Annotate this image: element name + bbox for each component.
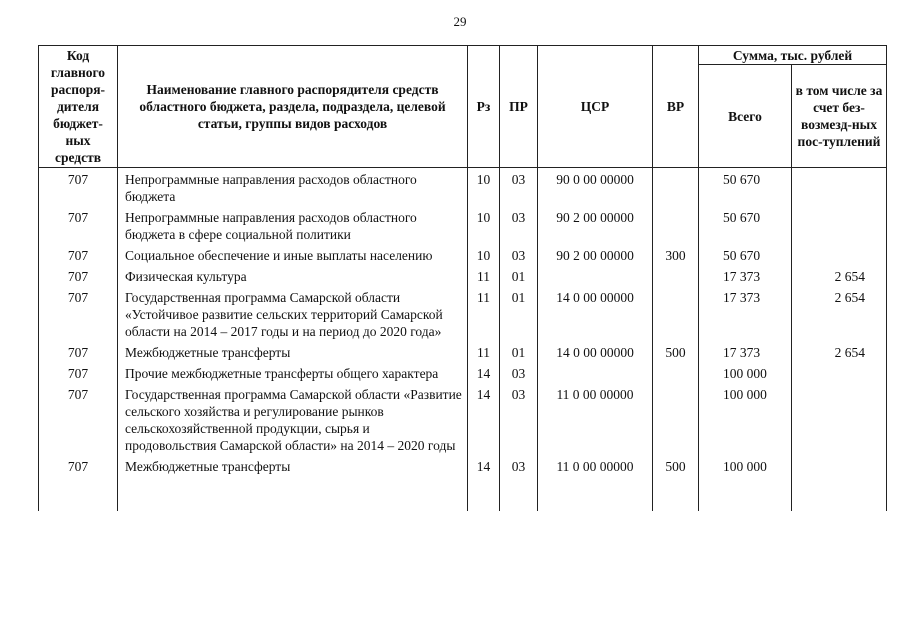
cell-code: 707: [39, 456, 118, 511]
cell-grants: 2 654: [792, 342, 887, 363]
header-rz: Рз: [468, 46, 500, 168]
cell-code: 707: [39, 384, 118, 456]
cell-csr: 90 2 00 00000: [538, 245, 653, 266]
cell-pr: 03: [500, 245, 538, 266]
cell-total: 100 000: [699, 363, 792, 384]
cell-name: Межбюджетные трансферты: [118, 456, 468, 511]
cell-rz: 14: [468, 456, 500, 511]
header-code: Код главного распоря-дителя бюджет-ных средств: [39, 46, 118, 168]
cell-grants: [792, 168, 887, 208]
cell-grants: [792, 245, 887, 266]
cell-csr: 90 2 00 00000: [538, 207, 653, 245]
cell-csr: 11 0 00 00000: [538, 384, 653, 456]
cell-total: 100 000: [699, 384, 792, 456]
cell-grants: [792, 207, 887, 245]
cell-rz: 10: [468, 245, 500, 266]
header-total: Всего: [699, 65, 792, 168]
cell-vr: [653, 207, 699, 245]
header-name: Наименование главного распорядителя средств областного бюджета, раздела, подраздела, целевой статьи, группы видов расходов: [118, 46, 468, 168]
cell-name: Физическая культура: [118, 266, 468, 287]
table-header: [39, 46, 887, 168]
table-row: [39, 168, 887, 208]
cell-vr: 500: [653, 342, 699, 363]
header-csr: ЦСР: [538, 46, 653, 168]
cell-rz: 11: [468, 287, 500, 342]
cell-rz: 11: [468, 266, 500, 287]
page-number: 29: [453, 14, 467, 29]
budget-table: [38, 45, 887, 511]
cell-code: 707: [39, 342, 118, 363]
cell-total: 17 373: [699, 342, 792, 363]
cell-rz: 10: [468, 207, 500, 245]
header-sum: Сумма, тыс. рублей: [699, 46, 887, 65]
cell-grants: 2 654: [792, 287, 887, 342]
cell-rz: 11: [468, 342, 500, 363]
table-row: [39, 456, 887, 511]
cell-name: Прочие межбюджетные трансферты общего характера: [118, 363, 468, 384]
table-body: [39, 168, 887, 512]
cell-csr: [538, 363, 653, 384]
table-row: [39, 342, 887, 363]
cell-code: 707: [39, 168, 118, 208]
cell-code: 707: [39, 287, 118, 342]
cell-vr: 500: [653, 456, 699, 511]
cell-name: Непрограммные направления расходов областного бюджета: [118, 168, 468, 208]
cell-rz: 14: [468, 384, 500, 456]
cell-csr: [538, 266, 653, 287]
cell-total: 50 670: [699, 207, 792, 245]
header-vr: ВР: [653, 46, 699, 168]
cell-name: Межбюджетные трансферты: [118, 342, 468, 363]
cell-name: Социальное обеспечение и иные выплаты населению: [118, 245, 468, 266]
cell-grants: [792, 456, 887, 511]
cell-vr: [653, 384, 699, 456]
table-row: [39, 384, 887, 456]
cell-name: Государственная программа Самарской области «Развитие сельского хозяйства и регулирование рынков сельскохозяйственной продукции, сырья и продовольствия Самарской области» на 2014 – 2020 годы: [118, 384, 468, 456]
cell-vr: [653, 168, 699, 208]
cell-code: 707: [39, 266, 118, 287]
cell-code: 707: [39, 245, 118, 266]
cell-vr: [653, 287, 699, 342]
cell-grants: [792, 363, 887, 384]
cell-csr: 90 0 00 00000: [538, 168, 653, 208]
table-row: [39, 207, 887, 245]
cell-pr: 03: [500, 456, 538, 511]
cell-total: 50 670: [699, 168, 792, 208]
cell-pr: 01: [500, 266, 538, 287]
cell-code: 707: [39, 207, 118, 245]
table-row: [39, 266, 887, 287]
cell-pr: 03: [500, 384, 538, 456]
cell-name: Государственная программа Самарской области «Устойчивое развитие сельских территорий Самарской области на 2014 – 2017 годы и на период до 2020 года»: [118, 287, 468, 342]
cell-csr: 11 0 00 00000: [538, 456, 653, 511]
header-grants: в том числе за счет без-возмезд-ных пос-туплений: [792, 65, 887, 168]
cell-pr: 03: [500, 168, 538, 208]
cell-pr: 01: [500, 342, 538, 363]
cell-vr: [653, 266, 699, 287]
table-row: [39, 363, 887, 384]
table-row: [39, 287, 887, 342]
cell-grants: [792, 384, 887, 456]
cell-total: 100 000: [699, 456, 792, 511]
cell-pr: 03: [500, 207, 538, 245]
cell-name: Непрограммные направления расходов областного бюджета в сфере социальной политики: [118, 207, 468, 245]
cell-csr: 14 0 00 00000: [538, 287, 653, 342]
cell-total: 50 670: [699, 245, 792, 266]
cell-total: 17 373: [699, 287, 792, 342]
cell-rz: 14: [468, 363, 500, 384]
cell-pr: 03: [500, 363, 538, 384]
cell-code: 707: [39, 363, 118, 384]
cell-pr: 01: [500, 287, 538, 342]
header-pr: ПР: [500, 46, 538, 168]
cell-rz: 10: [468, 168, 500, 208]
cell-total: 17 373: [699, 266, 792, 287]
cell-vr: [653, 363, 699, 384]
cell-vr: 300: [653, 245, 699, 266]
table-row: [39, 245, 887, 266]
cell-grants: 2 654: [792, 266, 887, 287]
cell-csr: 14 0 00 00000: [538, 342, 653, 363]
